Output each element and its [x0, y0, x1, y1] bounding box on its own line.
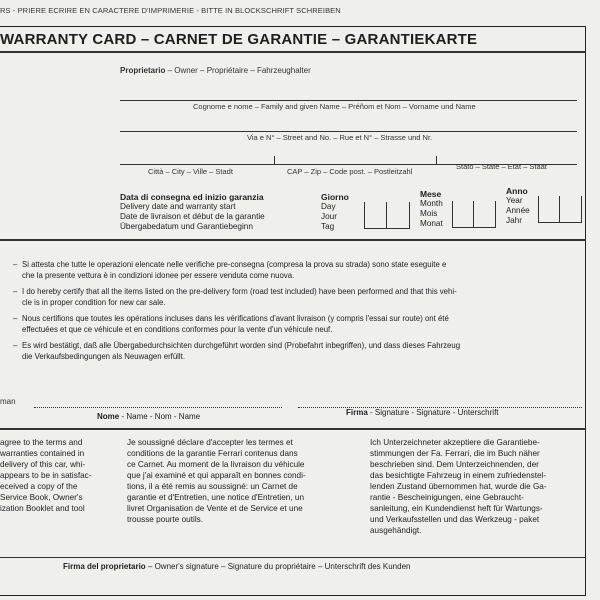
agreement-german-column: Ich Unterzeichneter akzeptiere die Garantiebe- stimmungen der Fa. Ferrari, die im Buch näher beschrieben sind. Dem Unterzeichnenden, der das besichtigte Fahrzeug in einem zufriedenstel- lenden Zustand übernommen hat, wurde die Ga- rantie - Bescheinigungen, eine Gebraucht- sanleitung, ein Kundendienst heft für Wartungs- und Verkaufsstellen und das Werkzeug - paket ausgehändigt.: [370, 438, 547, 535]
year-box-2[interactable]: [559, 196, 582, 223]
year-box-1[interactable]: [538, 196, 560, 223]
zip-caption: CAP – Zip – Code post. – Postleitzahl: [287, 167, 413, 176]
name-caption-row: Nome - Name - Nom - Name: [97, 412, 201, 421]
statement-french: – Nous certifions que toutes les opérations incluses dans les vérifications d'avant livraison (y compris l'essai sur route) ont été effectuées et que ce véhicule et en conditions conformes pour la vente d'un véhicule neuf.: [13, 314, 449, 334]
month-box-1[interactable]: [452, 201, 474, 228]
agreement-divider: [0, 428, 586, 430]
statement-italian: – Si attesta che tutte le operazioni elencate nelle verifiche pre-consegna (compresa la prova su strada) sono state eseguite e che la presente vettura è in condizioni idonee per essere venduta come nuova.: [13, 260, 447, 280]
name-field-line[interactable]: [120, 100, 577, 101]
agreement-french-column: Je soussigné déclare d'accepter les termes et conditions de la garantie Ferrari contenus dans ce Carnet. Au moment de la livraison du véhicule que j'ai examiné et qui apparaît en bonnes condi- tions, il a été remis au soussigné: un Carnet de garantie et d'Entretien, une notice d'Entretien, un livret Organisation de Vente et de Service et une trousse pourte outils.: [127, 438, 306, 524]
owner-label: Proprietario – Owner – Propriétaire – Fahrzeughalter: [120, 66, 311, 75]
card-title: WARRANTY CARD – CARNET DE GARANTIE – GARANTIEKARTE: [0, 31, 478, 48]
dealer-name-line[interactable]: [34, 407, 282, 408]
print-instruction-strip: RS - PRIERE ECRIRE EN CARACTERE D'IMPRIMERIE - BITTE IN BLOCKSCHRIFT SCHREIBEN: [0, 6, 341, 15]
owner-signature-caption: Firma del proprietario – Owner's signature – Signature du propriétaire – Unterschrift des Kunden: [63, 562, 411, 571]
left-cut-fragment: man: [0, 397, 16, 406]
day-box-1[interactable]: [364, 202, 387, 229]
street-field-line[interactable]: [120, 131, 577, 132]
state-caption: Stato – State – Etat – Staat: [456, 162, 547, 171]
day-label: Giorno Day Jour Tag: [321, 192, 349, 231]
section-divider: [0, 239, 586, 241]
month-label: Mese Month Mois Monat: [420, 189, 443, 228]
month-box-2[interactable]: [473, 201, 496, 228]
day-box-2[interactable]: [386, 202, 410, 229]
city-zip-divider: [274, 156, 275, 164]
statement-english: – I do hereby certify that all the items listed on the pre-delivery form (road test included) have been performed and that this vehi- cle is in proper condition for new car sale.: [13, 287, 457, 307]
title-underline: [0, 51, 586, 53]
agreement-english-column: agree to the terms and warranties contained in delivery of this car, whi- appears to be in satisfac- eceived a copy of the Service Book, Owner's ization Booklet and tool: [0, 438, 92, 513]
owner-signature-line[interactable]: [0, 557, 586, 558]
street-caption: Via e N° – Street and No. – Rue et N° – Strasse und Nr.: [247, 133, 433, 142]
zip-state-divider: [436, 156, 437, 164]
city-caption: Città – City – Ville – Stadt: [148, 167, 233, 176]
signature-caption-row: Firma - Signature - Signature - Unterschrift: [346, 408, 499, 417]
year-label: Anno Year Année Jahr: [506, 186, 530, 225]
name-caption: Cognome e nome – Family and given Name – Préñom et Nom – Vorname und Name: [193, 102, 476, 111]
statement-german: – Es wird bestätigt, daß alle Übergabedurchsichten durchgeführt worden sind (Probefahrt inbegriffen), und dass dieses Fahrzeug die Verkaufsbedingungen als Neuwagen erfüllt.: [13, 341, 461, 361]
delivery-date-label: Data di consegna ed inizio garanzia Delivery date and warranty start Date de livraison et début de la garantie Übergabedatum und Garantiebeginn: [120, 192, 265, 231]
